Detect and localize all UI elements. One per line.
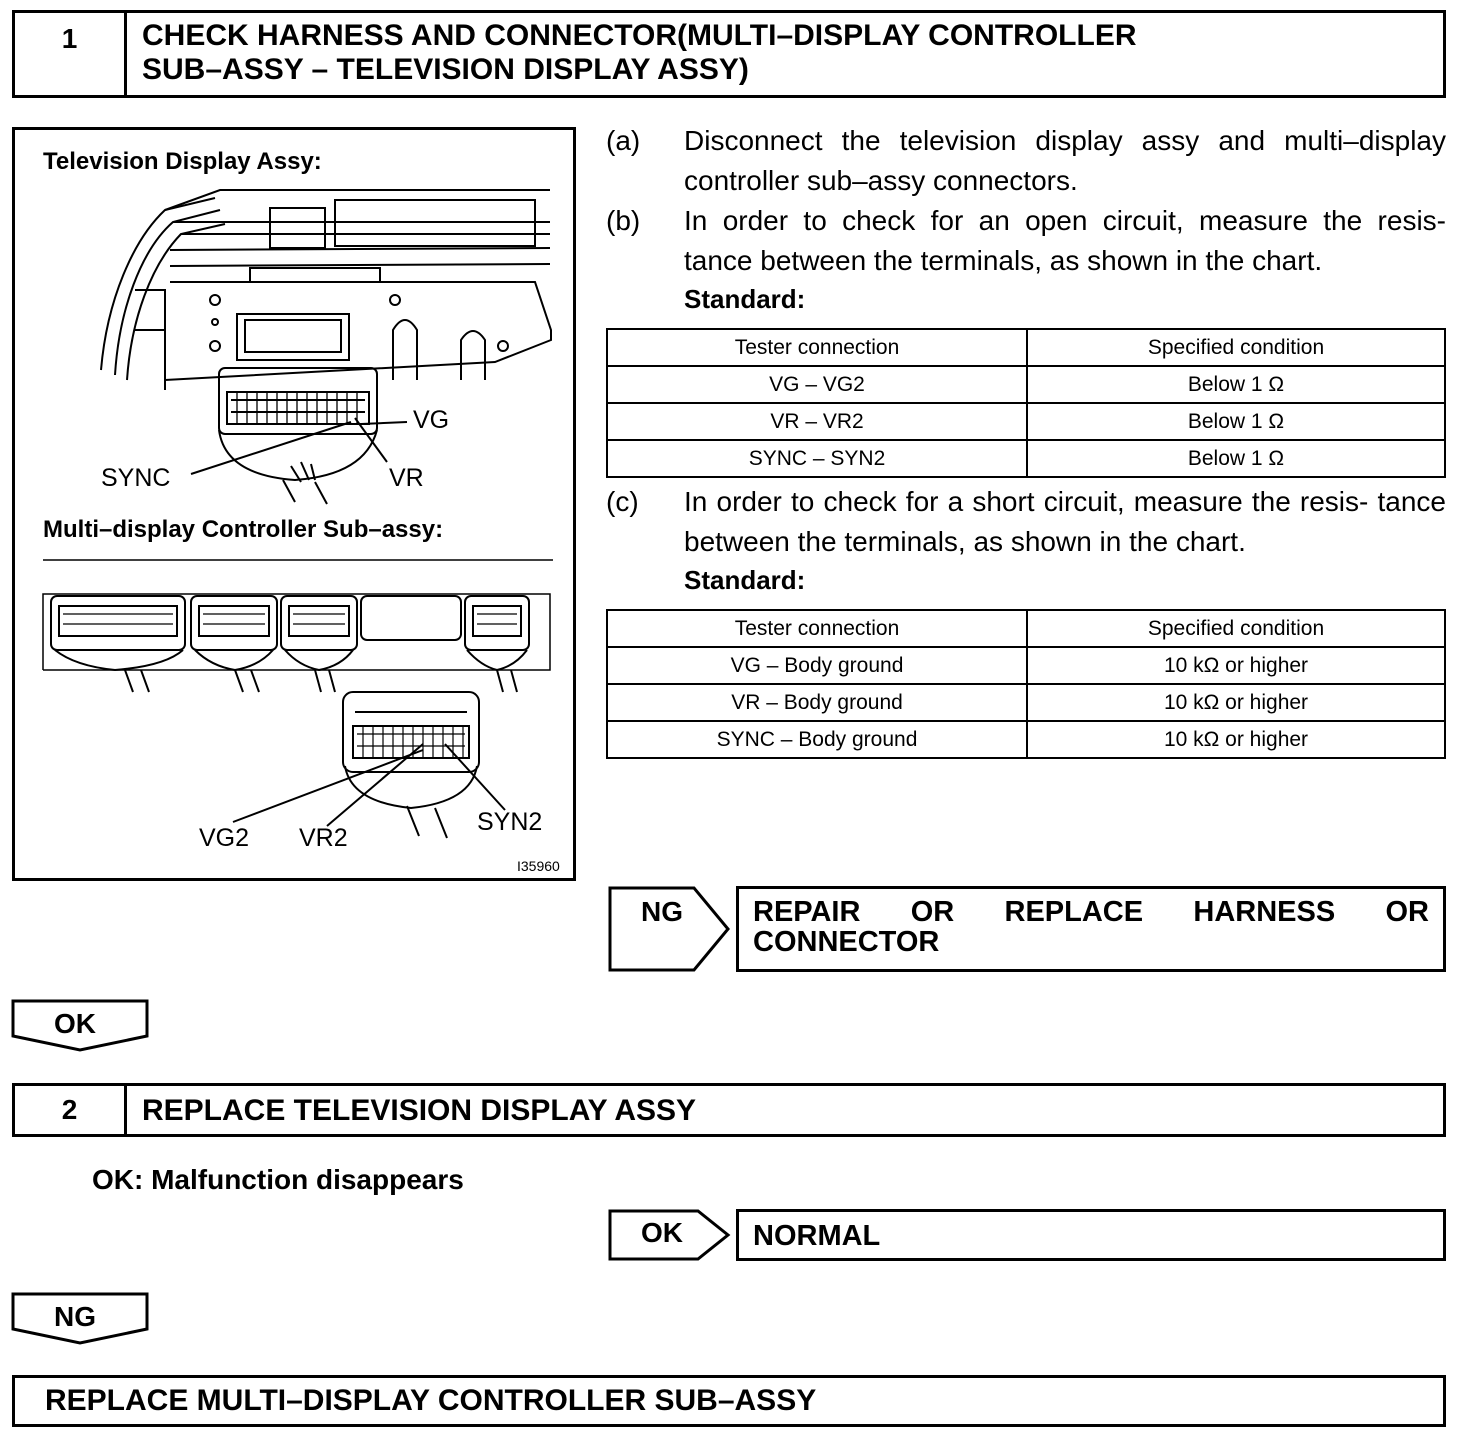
step-title: [142, 19, 1435, 87]
table-row: [607, 647, 1445, 684]
table-cell: VR – VR2: [607, 403, 1027, 440]
step-title-line-2: SUB–ASSY – TELEVISION DISPLAY ASSY): [142, 53, 749, 86]
step-2-header: [12, 1083, 1446, 1137]
table-cell: VG – VG2: [607, 366, 1027, 403]
table-cell: SYNC – SYN2: [607, 440, 1027, 477]
ng-action-text: REPAIR OR REPLACE HARNESS OR CONNECTOR: [753, 896, 1429, 958]
connector-diagram: [12, 127, 576, 881]
label-vr: VR: [389, 464, 424, 492]
table-cell: 10 kΩ or higher: [1027, 721, 1445, 758]
tv-display-label: Television Display Assy:: [43, 148, 322, 175]
instruction-c: [606, 482, 1446, 562]
table-header: Specified condition: [1027, 329, 1445, 366]
step-number: 1: [15, 13, 127, 95]
table-cell: SYNC – Body ground: [607, 721, 1027, 758]
final-action-title: REPLACE MULTI–DISPLAY CONTROLLER SUB–ASSY: [45, 1384, 817, 1417]
instruction-letter: (c): [606, 486, 639, 517]
table-cell: 10 kΩ or higher: [1027, 647, 1445, 684]
instruction-text: In order to check for a short circuit, measure the resis- tance between the terminals, as shown in the chart.: [684, 486, 1446, 557]
table-cell: Below 1 Ω: [1027, 403, 1445, 440]
instruction-b: [606, 201, 1446, 281]
ng-action-box: [736, 886, 1446, 972]
mdc-drawing: [43, 594, 550, 838]
open-circuit-table: [606, 328, 1446, 478]
instruction-a: [606, 121, 1446, 201]
standard-label: Standard:: [684, 565, 806, 595]
table-header-row: [607, 329, 1445, 366]
table-row: [607, 403, 1445, 440]
table-cell: Below 1 Ω: [1027, 366, 1445, 403]
table-row: [607, 721, 1445, 758]
step-title-line-1: CHECK HARNESS AND CONNECTOR(MULTI–DISPLAY CONTROLLER: [142, 19, 1137, 52]
table-cell: VR – Body ground: [607, 684, 1027, 721]
ok-tag-label: OK: [641, 1217, 683, 1248]
table-header-row: [607, 610, 1445, 647]
table-row: [607, 684, 1445, 721]
instruction-text: Disconnect the television display assy and multi–display controller sub–assy connectors.: [684, 125, 1446, 196]
step-number: 2: [15, 1086, 127, 1134]
label-vg: VG: [413, 406, 450, 434]
short-circuit-table: [606, 609, 1446, 759]
diagram-drawing: [15, 130, 573, 878]
label-vr2: VR2: [299, 824, 348, 852]
label-sync: SYNC: [101, 464, 171, 492]
table-header: Tester connection: [607, 610, 1027, 647]
table-header: Specified condition: [1027, 610, 1445, 647]
table-row: [607, 366, 1445, 403]
table-row: [607, 440, 1445, 477]
ok-action-box: [736, 1209, 1446, 1261]
table-cell: VG – Body ground: [607, 647, 1027, 684]
label-syn2: SYN2: [477, 808, 543, 836]
final-action-box: [12, 1375, 1446, 1427]
table-header: Tester connection: [607, 329, 1027, 366]
instruction-text: In order to check for an open circuit, measure the resis- tance between the terminals, as shown in the chart.: [684, 205, 1446, 276]
instruction-letter: (a): [606, 125, 641, 156]
mdc-label: Multi–display Controller Sub–assy:: [43, 516, 444, 543]
ng-tag-label: NG: [54, 1301, 96, 1332]
table-cell: Below 1 Ω: [1027, 440, 1445, 477]
ok-condition: OK: Malfunction disappears: [92, 1164, 464, 1195]
ok-action-text: NORMAL: [753, 1220, 881, 1252]
table-cell: 10 kΩ or higher: [1027, 684, 1445, 721]
standard-label: Standard:: [684, 284, 806, 314]
instruction-letter: (b): [606, 205, 641, 236]
tv-display-drawing: [101, 190, 551, 504]
label-vg2: VG2: [199, 824, 250, 852]
figure-code: I35960: [517, 858, 560, 874]
step-title: REPLACE TELEVISION DISPLAY ASSY: [142, 1094, 697, 1127]
ok-tag-label: OK: [54, 1008, 96, 1039]
step-1-header: [12, 10, 1446, 98]
ng-tag-label: NG: [641, 896, 683, 927]
